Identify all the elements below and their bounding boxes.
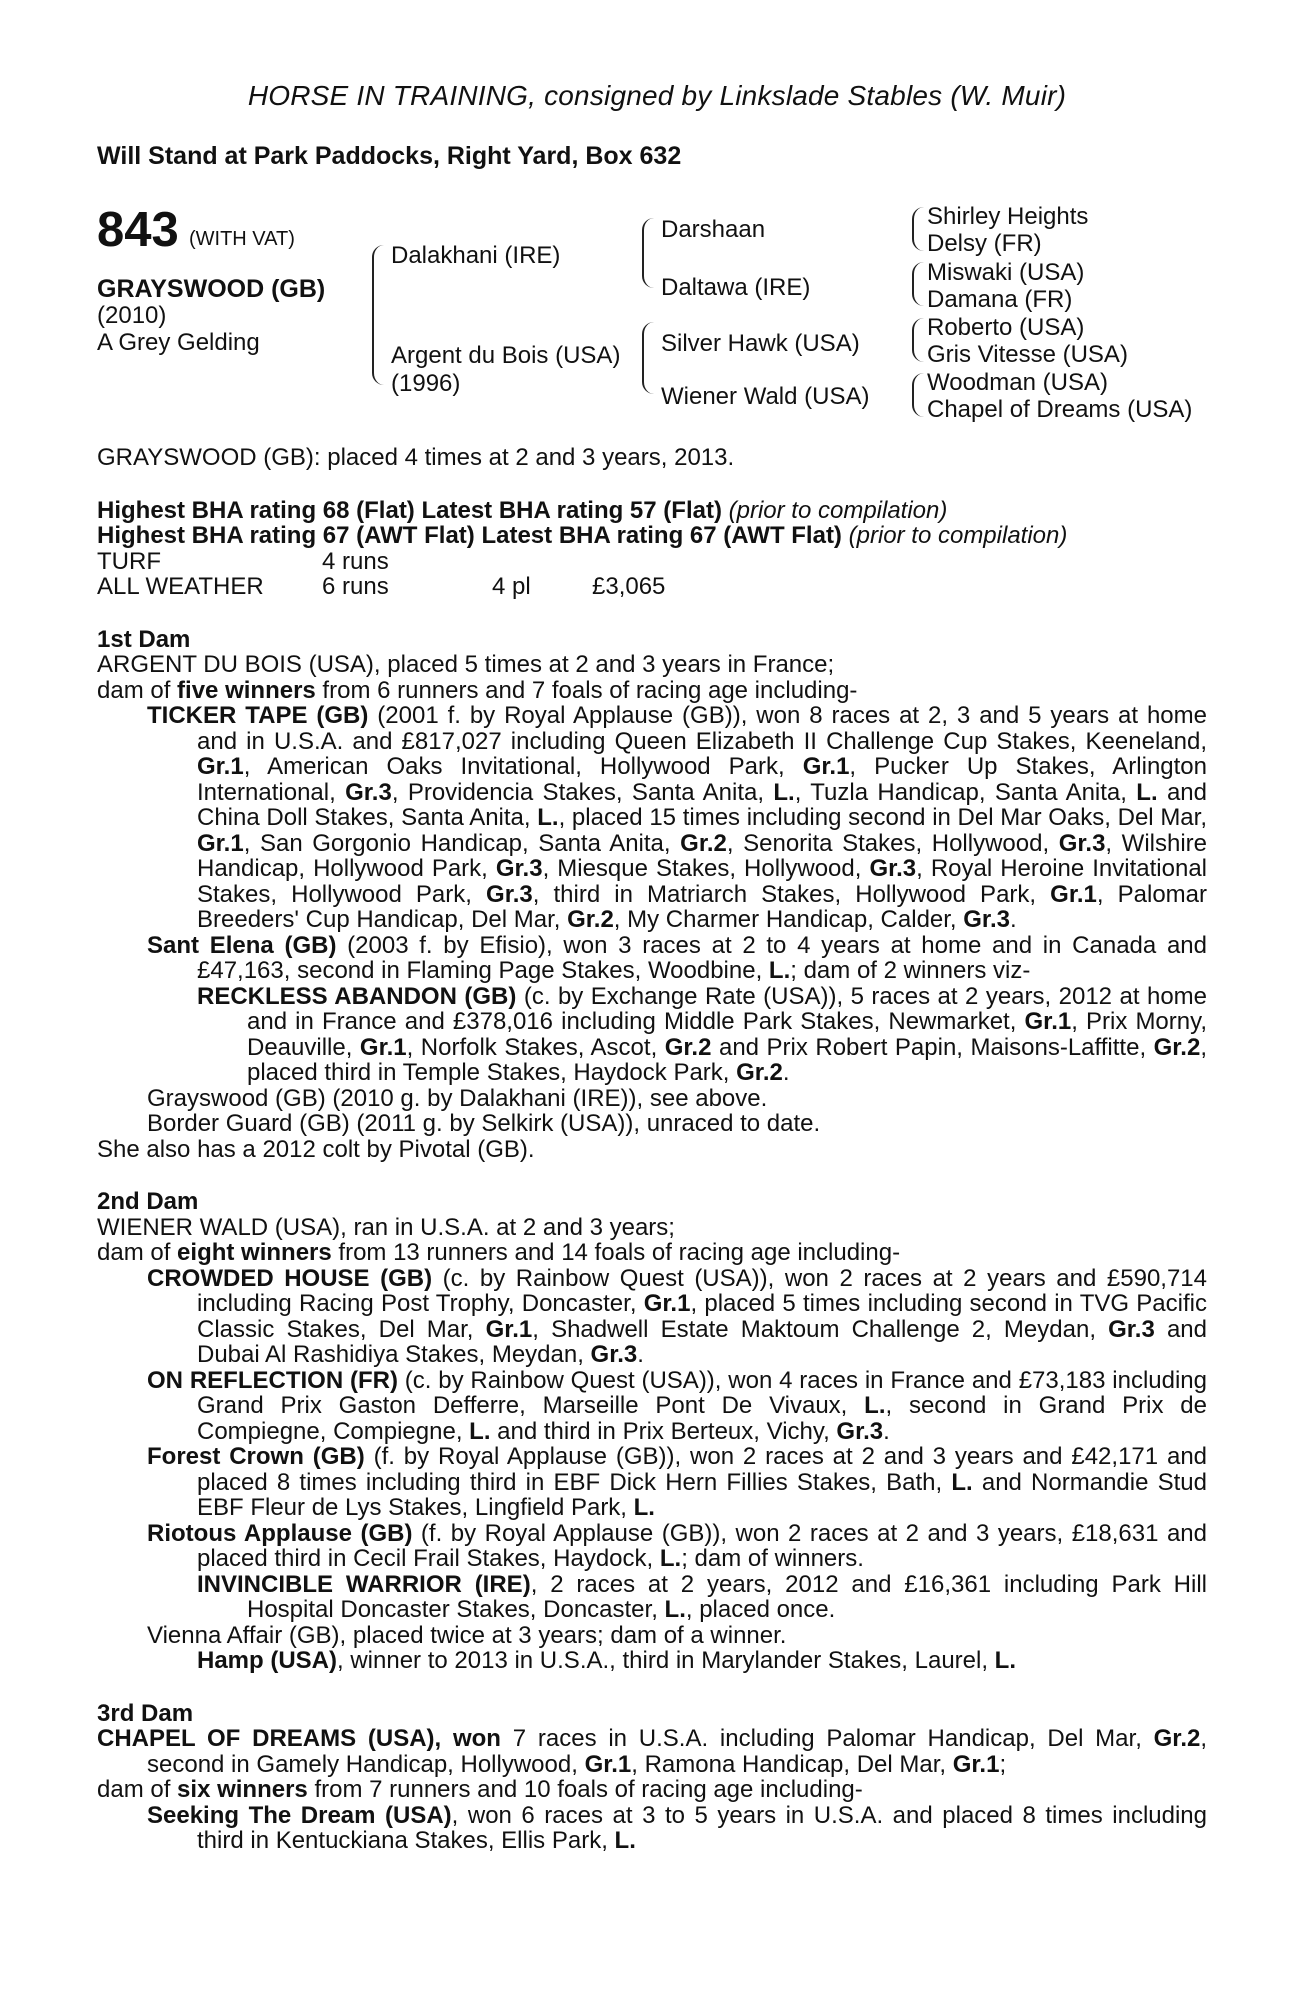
dam1-produce-ticker-tape: TICKER TAPE (GB) (2001 f. by Royal Applause (GB)), won 8 races at 2, 3 and 5 years at home and in U.S.A. and £817,027 including Queen Elizabeth II Challenge Cup Stakes, Keeneland, Gr.1, American Oaks Invitational, Hollywood Park, Gr.1, Pucker Up Stakes, Arlington International, Gr.3, Providencia Stakes, Santa Anita, L., Tuzla Handicap, Santa Anita, L. and China Doll Stakes, Santa Anita, L., placed 15 times including second in Del Mar Oaks, Del Mar, Gr.1, San Gorgonio Handicap, Santa Anita, Gr.2, Senorita Stakes, Hollywood, Gr.3, Wilshire Handicap, Hollywood Park, Gr.3, Miesque Stakes, Hollywood, Gr.3, Royal Heroine Invitational Stakes, Hollywood Park, Gr.3, third in Matriarch Stakes, Hollywood Park, Gr.1, Palomar Breeders' Cup Handicap, Del Mar, Gr.2, My Charmer Handicap, Calder, Gr.3.: [147, 702, 1208, 933]
pedigree-g2: Delsy (FR): [927, 230, 1042, 257]
summary-line: GRAYSWOOD (GB): placed 4 times at 2 and 3 years, 2013.: [97, 444, 735, 471]
horse-name: GRAYSWOOD (GB): [97, 275, 326, 303]
pedigree-g6: Gris Vitesse (USA): [927, 341, 1128, 368]
rating-1-text: Highest BHA rating 68 (Flat) Latest BHA rating 57 (Flat): [97, 496, 722, 524]
dam2-produce-invincible-warrior: INVINCIBLE WARRIOR (IRE), 2 races at 2 years, 2012 and £16,361 including Park Hill Hospital Doncaster Stakes, Doncaster, L., placed once.: [197, 1570, 1207, 1623]
stand-location: Will Stand at Park Paddocks, Right Yard, Box 632: [97, 142, 682, 170]
aw-placed: 4 pl: [492, 573, 531, 600]
dam1-produce-sant-elena: Sant Elena (GB) (2003 f. by Efisio), won 3 races at 2 to 4 years at home and in Canada and £47,163, second in Flaming Page Stakes, Woodbine, L.; dam of 2 winners viz-: [147, 931, 1207, 984]
pedigree-sire-dam: Daltawa (IRE): [661, 274, 811, 301]
rating-1-note: (prior to compilation): [728, 496, 948, 524]
pedigree-dam: Argent du Bois (USA): [391, 342, 621, 369]
dam1-line2: dam of five winners from 6 runners and 7 foals of racing age including-: [97, 676, 858, 704]
dam1-heading: 1st Dam: [97, 625, 191, 653]
pedigree-dam-sire: Silver Hawk (USA): [661, 330, 860, 357]
dam3-produce-seeking-the-dream: Seeking The Dream (USA), won 6 races at 3 to 5 years in U.S.A. and placed 8 times including third in Kentuckiana Stakes, Ellis Park, L.: [147, 1801, 1207, 1854]
pedigree-brace-g78: [912, 373, 924, 417]
dam1-colt-note: She also has a 2012 colt by Pivotal (GB).: [97, 1135, 535, 1163]
dam1-produce-reckless-abandon: RECKLESS ABANDON (GB) (c. by Exchange Rate (USA)), 5 races at 2 years, 2012 at home and in France and £378,016 including Middle Park Stakes, Newmarket, Gr.1, Prix Morny, Deauville, Gr.1, Norfolk Stakes, Ascot, Gr.2 and Prix Robert Papin, Maisons-Laffitte, Gr.2, placed third in Temple Stakes, Haydock Park, Gr.2.: [197, 982, 1208, 1086]
pedigree-brace-dam: [642, 322, 656, 394]
aw-prize: £3,065: [592, 573, 666, 600]
dam3-line2: dam of six winners from 7 runners and 10 foals of racing age including-: [97, 1776, 863, 1803]
rating-2-note: (prior to compilation): [848, 522, 1068, 549]
dam2-produce-forest-crown: Forest Crown (GB) (f. by Royal Applause (GB)), won 2 races at 2 and 3 years and £42,171 and placed 8 times including third in EBF Dick Hern Fillies Stakes, Bath, L. and Normandie Stud EBF Fleur de Lys Stakes, Lingfield Park, L.: [147, 1443, 1208, 1521]
dam2-produce-on-reflection: ON REFLECTION (FR) (c. by Rainbow Quest (USA)), won 4 races in France and £73,183 including Grand Prix Gaston Defferre, Marseille Pont De Vivaux, L., second in Grand Prix de Compiegne, Compiegne, L. and third in Prix Berteux, Vichy, Gr.3.: [147, 1366, 1208, 1445]
pedigree-g3: Miswaki (USA): [927, 259, 1085, 286]
pedigree-g7: Woodman (USA): [927, 369, 1108, 396]
dam2-produce-vienna-affair: Vienna Affair (GB), placed twice at 3 years; dam of a winner.: [147, 1621, 787, 1649]
dam2-produce-riotous-applause: Riotous Applause (GB) (f. by Royal Applause (GB)), won 2 races at 2 and 3 years, £18,631 and placed third in Cecil Frail Stakes, Haydock, L.; dam of winners.: [147, 1519, 1207, 1572]
turf-label: TURF: [97, 547, 161, 575]
dam1-line1: ARGENT DU BOIS (USA), placed 5 times at 2 and 3 years in France;: [97, 651, 835, 678]
rating-line-2: [97, 523, 1207, 549]
pedigree-sire-sire: Darshaan: [661, 216, 766, 243]
dam2-produce-crowded-house: CROWDED HOUSE (GB) (c. by Rainbow Quest (USA)), won 2 races at 2 years and £590,714 including Racing Post Trophy, Doncaster, Gr.1, placed 5 times including second in TVG Pacific Classic Stakes, Del Mar, Gr.1, Shadwell Estate Maktoum Challenge 2, Meydan, Gr.3 and Dubai Al Rashidiya Stakes, Meydan, Gr.3.: [147, 1264, 1208, 1368]
pedigree-dam-year: (1996): [391, 370, 461, 397]
pedigree-brace-sire: [642, 218, 656, 288]
turf-runs: 4 runs: [322, 547, 389, 575]
dam1-produce-grayswood: Grayswood (GB) (2010 g. by Dalakhani (IRE)), see above.: [147, 1084, 768, 1112]
pedigree-brace-g56: [912, 318, 924, 362]
pedigree-g5: Roberto (USA): [927, 314, 1085, 341]
dam2-line1: WIENER WALD (USA), ran in U.S.A. at 2 and 3 years;: [97, 1213, 675, 1241]
race-stats: [97, 549, 1207, 600]
dam2-produce-hamp: Hamp (USA), winner to 2013 in U.S.A., third in Marylander Stakes, Laurel, L.: [197, 1647, 1016, 1674]
pedigree-brace-g34: [912, 262, 924, 306]
pedigree-sire: Dalakhani (IRE): [391, 242, 561, 269]
pedigree-g8: Chapel of Dreams (USA): [927, 396, 1193, 423]
rating-2-text: Highest BHA rating 67 (AWT Flat) Latest BHA rating 67 (AWT Flat): [97, 522, 842, 549]
lot-number: 843: [97, 203, 179, 257]
dam2-line2: dam of eight winners from 13 runners and 14 foals of racing age including-: [97, 1239, 901, 1266]
pedigree-g1: Shirley Heights: [927, 203, 1089, 230]
pedigree-brace-main: [372, 245, 388, 385]
dam1-produce-border-guard: Border Guard (GB) (2011 g. by Selkirk (USA)), unraced to date.: [147, 1110, 821, 1137]
horse-description: A Grey Gelding: [97, 329, 260, 356]
vat-label: (WITH VAT): [189, 228, 295, 250]
horse-year: (2010): [97, 302, 167, 329]
pedigree-dam-dam: Wiener Wald (USA): [661, 383, 870, 410]
catalogue-body: [97, 445, 1207, 1854]
pedigree-g4: Damana (FR): [927, 286, 1073, 313]
rating-line-1: [97, 498, 1207, 524]
dam2-heading: 2nd Dam: [97, 1188, 199, 1215]
dam3-line1: CHAPEL OF DREAMS (USA), won 7 races in U.S.A. including Palomar Handicap, Del Mar, Gr.2, second in Gamely Handicap, Hollywood, Gr.1, Ramona Handicap, Del Mar, Gr.1;: [97, 1725, 1208, 1778]
dam3-heading: 3rd Dam: [97, 1699, 194, 1727]
pedigree-brace-g12: [912, 207, 924, 251]
aw-runs: 6 runs: [322, 573, 389, 600]
page-header: HORSE IN TRAINING, consigned by Linkslade Stables (W. Muir): [247, 80, 1067, 111]
aw-label: ALL WEATHER: [97, 573, 264, 600]
